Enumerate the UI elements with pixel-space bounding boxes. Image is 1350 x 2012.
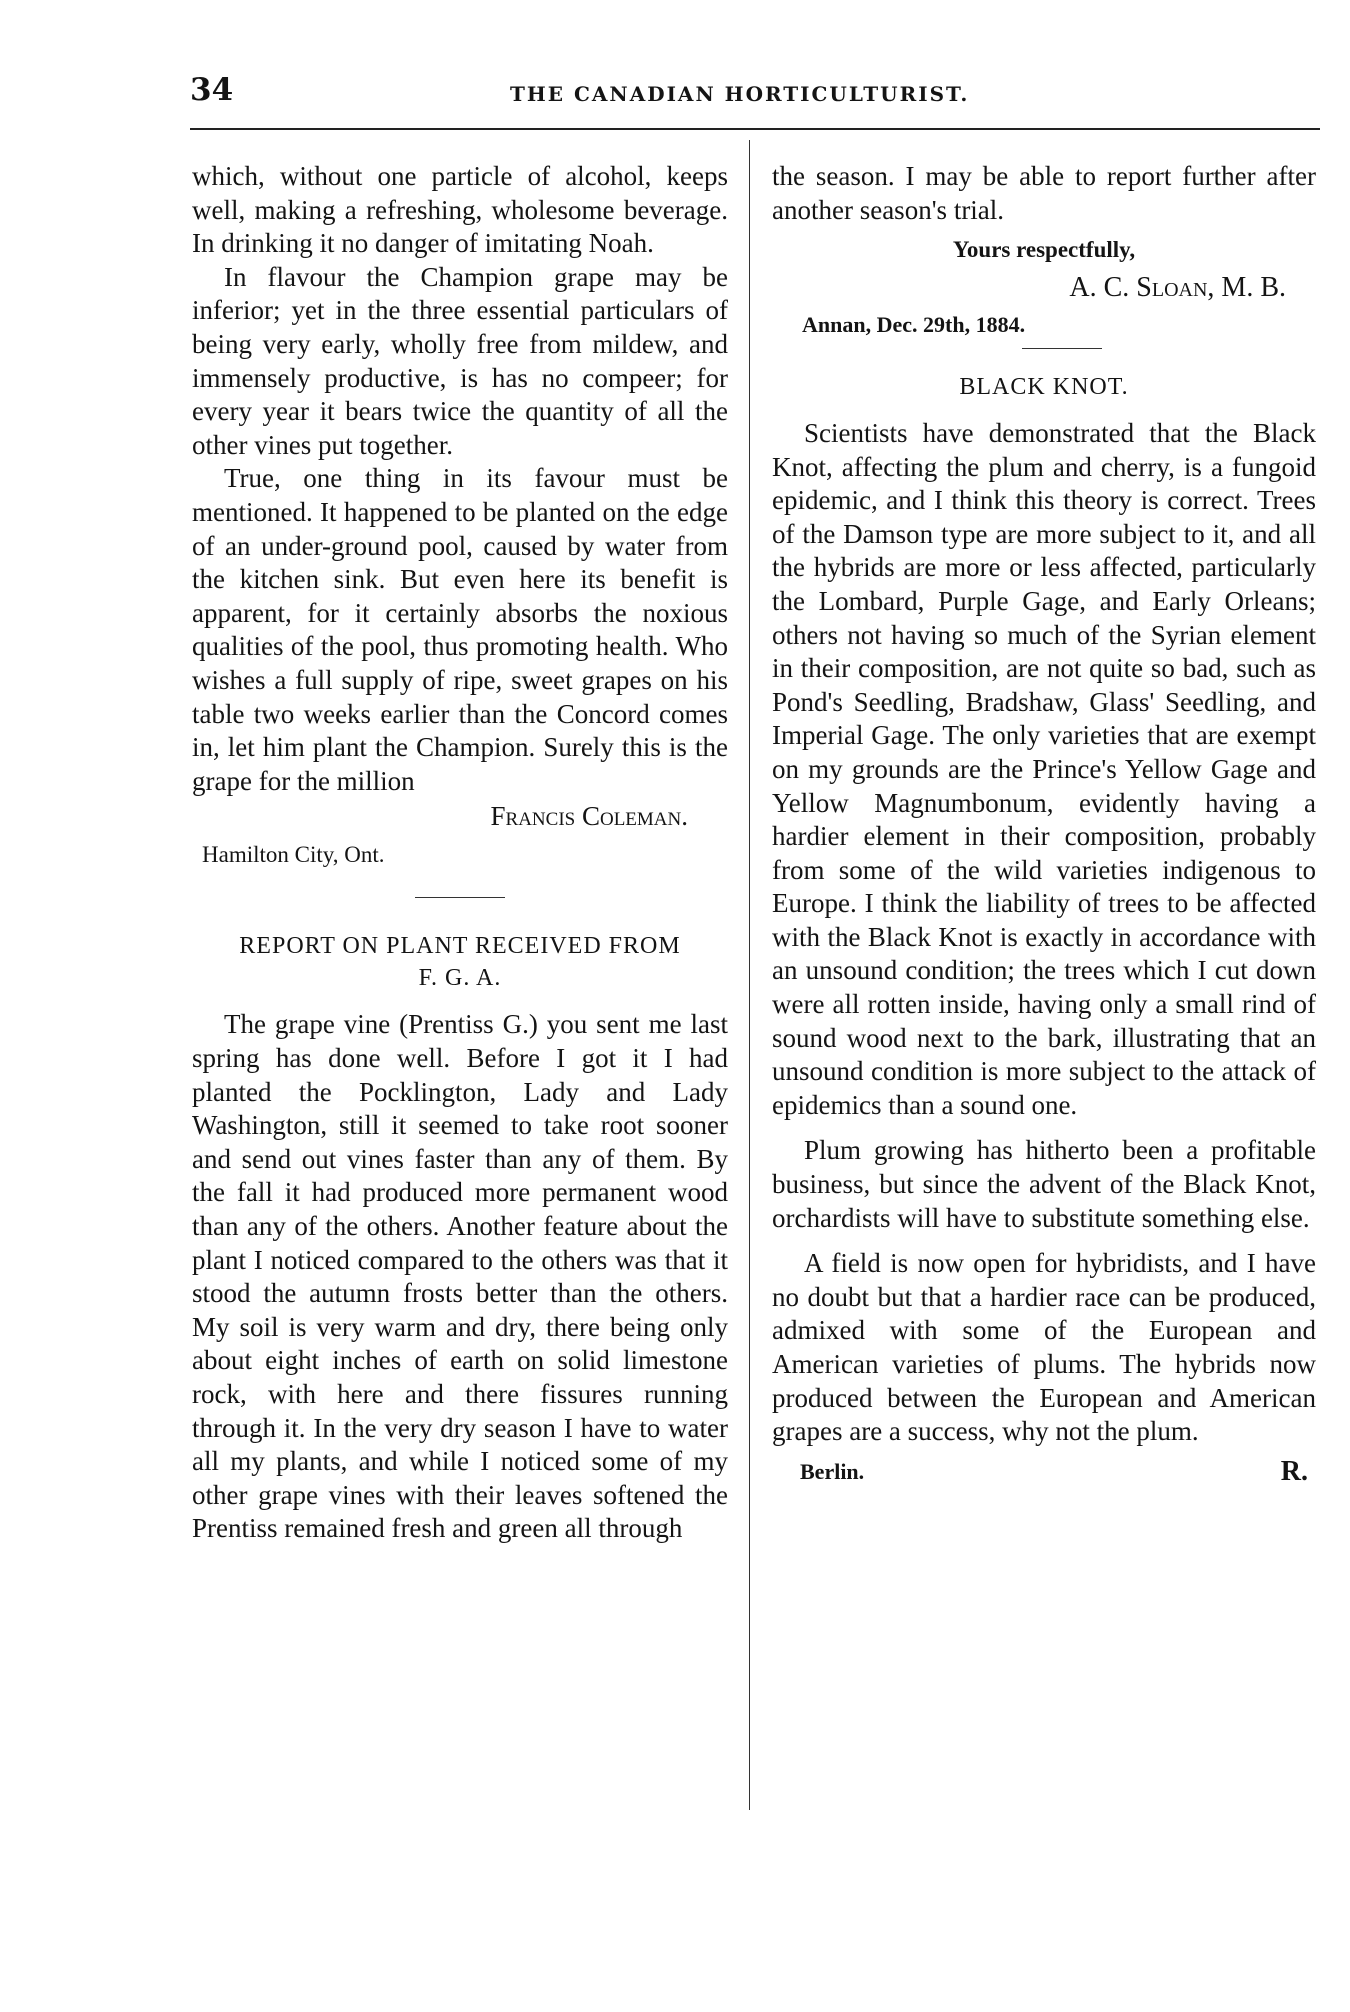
page-header xyxy=(190,72,1320,112)
section-heading xyxy=(192,930,728,994)
paragraph: Plum growing has hitherto been a profitable business, but since the advent of the Black Knot, orchardists will have to substitute something else. xyxy=(772,1135,1316,1233)
paragraph: True, one thing in its favour must be mentioned. It happened to be planted on the edge of an under-ground pool, caused by water from the kitchen sink. But even here its benefit is apparent, for it certainly absorbs the noxious qualities of the pool, thus promoting health. Who wishes a full supply of ripe, sweet grapes on his table two weeks earlier than the Concord comes in, let him plant the Champion. Surely this is the grape for the million xyxy=(192,463,728,796)
section-heading: BLACK KNOT. xyxy=(959,373,1129,400)
paragraph: A field is now open for hybridists, and I have no doubt but that a hardier race can be produced, admixed with some of the European and American varieties of plums. The hybrids now produced between the European and American grapes are a success, why not the plum. xyxy=(772,1248,1316,1447)
right-column xyxy=(772,160,1316,1488)
page-number: 34 xyxy=(190,72,234,108)
running-title: THE CANADIAN HORTICULTURIST. xyxy=(510,82,970,106)
author-initial: R. xyxy=(1280,1455,1308,1487)
paragraph-gap xyxy=(772,1122,1316,1134)
heading-line: F. G. A. xyxy=(418,965,502,992)
signature-initials: A. C. xyxy=(1069,271,1130,303)
paragraph: which, without one particle of alcohol, keeps well, making a refreshing, wholesome beverage. In drinking it no danger of imitating Noah. xyxy=(192,161,728,259)
signature-degree: M. B. xyxy=(1221,271,1286,303)
place-line: Hamilton City, Ont. xyxy=(202,841,385,867)
paragraph: Scientists have demonstrated that the Black Knot, affecting the plum and cherry, is a fungoid epidemic, and I think this theory is correct. Trees of the Damson type are more subject to it, and all the hybrids are more or less affected, particularly the Lombard, Purple Gage, and Early Orleans; others not having so much of the Syrian element in their composition, are not quite so bad, such as Pond's Seedling, Bradshaw, Glass' Seedling, and Imperial Gage. The only varieties that are exempt on my grounds are the Prince's Yellow Gage and Yellow Magnumbonum, evidently having a hardier element in their composition, probably from some of the wild varieties indigenous to Europe. I think the liability of trees to be affected with the Black Knot is exactly in accordance with an unsound condition; the trees which I cut down were all rotten inside, having only a small rind of sound wood next to the bark, illustrating that an unsound condition is more subject to the attack of epidemics than a sound one. xyxy=(772,417,1316,1120)
closing-row xyxy=(772,1455,1316,1489)
closing-line: Yours respectfully, xyxy=(952,237,1136,263)
paragraph: The grape vine (Prentiss G.) you sent me last spring has done well. Before I got it I had planted the Pocklington, Lady and Lady Washington, still it seemed to take root sooner and send out vines faster than any of them. By the fall it had produced more permanent wood than any of the others. Another feature about the plant I noticed compared to the others was that it stood the autumn frosts better than the others. My soil is very warm and dry, there being only about eight inches of earth on solid limestone rock, with here and there fissures running through it. In the very dry season I have to water all my plants, and while I noticed some of my other grape vines with their leaves softened the Prentiss remained fresh and green all through xyxy=(192,1009,728,1544)
paragraph-gap xyxy=(772,1235,1316,1247)
left-column xyxy=(192,160,728,1546)
date-line: Annan, Dec. 29th, 1884. xyxy=(802,312,1026,338)
signature-name: Sloan, xyxy=(1136,271,1215,303)
signature: Francis Coleman. xyxy=(490,801,688,832)
heading-line: REPORT ON PLANT RECEIVED FROM xyxy=(239,933,681,960)
section-separator xyxy=(415,897,505,898)
signature xyxy=(772,271,1316,305)
section-separator xyxy=(1022,348,1102,349)
column-divider xyxy=(749,140,750,1810)
paragraph: In flavour the Champion grape may be inferior; yet in the three essential particulars of being very early, wholly free from mildew, and immensely productive, is has no compeer; for every year it bears twice the quantity of all the other vines put together. xyxy=(192,261,728,460)
paragraph: the season. I may be able to report further after another season's trial. xyxy=(772,161,1316,225)
place-line: Berlin. xyxy=(800,1458,865,1484)
header-rule xyxy=(190,128,1320,130)
